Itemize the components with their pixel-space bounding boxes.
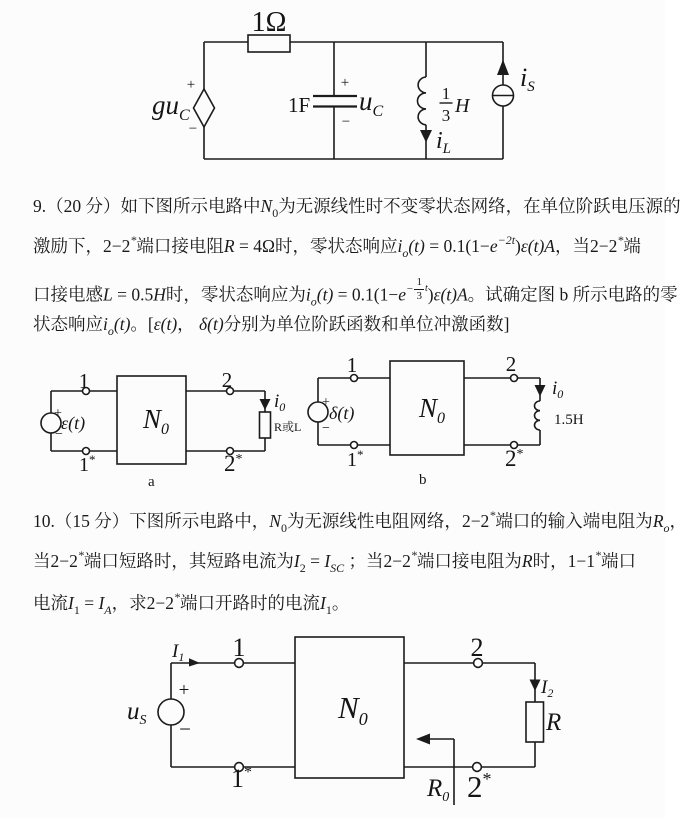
- text-segment: R: [521, 551, 533, 571]
- text-segment: *: [130, 233, 137, 247]
- text-segment: 2−2: [461, 511, 490, 531]
- n0-label: $N_0$: [338, 690, 368, 729]
- text-segment: 0: [272, 206, 279, 220]
- text-segment: 2−2: [146, 593, 174, 613]
- text-segment: o: [107, 324, 114, 338]
- source-minus-sign: −: [55, 427, 63, 442]
- is-current-label: iS: [520, 63, 535, 95]
- figure-tag: b: [419, 472, 427, 488]
- text-segment: I: [68, 593, 74, 613]
- terminal-1-label: 1: [78, 369, 90, 393]
- text-segment: N: [269, 511, 281, 531]
- i0-arrow-down-icon: [260, 399, 271, 410]
- text-segment: δ(t): [199, 314, 224, 334]
- text-segment: *: [410, 548, 417, 562]
- text-segment: ，: [669, 511, 687, 531]
- text-segment: =: [305, 551, 325, 571]
- source-label: ε(t): [61, 413, 86, 433]
- text-segment: −2t: [497, 233, 516, 247]
- text-segment: 端: [623, 236, 641, 256]
- text-segment: ；当: [344, 551, 384, 571]
- i1-label: $I_1$: [172, 641, 185, 664]
- text-segment: 电流: [33, 593, 68, 613]
- terminal-2-label: 2: [221, 368, 233, 392]
- text-segment: *: [595, 548, 601, 562]
- il-arrow-down-icon: [420, 130, 432, 143]
- text-segment: o: [402, 246, 409, 260]
- text-segment: (t): [316, 284, 334, 305]
- capacitor-value: 1F: [288, 93, 311, 117]
- text-segment: 2−2: [589, 236, 618, 256]
- text-segment: 2−2: [50, 551, 78, 571]
- text-segment: 。[: [130, 314, 154, 334]
- text-segment: =: [79, 593, 99, 613]
- text-segment: 2: [299, 561, 306, 575]
- n0-label: $N_0$: [143, 404, 170, 438]
- text-segment: 9.（20 分）如下图所示电路中: [33, 196, 261, 216]
- circuit-a: [41, 368, 301, 490]
- vccs-plus-sign: +: [186, 77, 196, 93]
- text-segment: 0: [280, 521, 287, 535]
- source-plus-sign: +: [322, 395, 330, 410]
- text-segment: 1: [73, 603, 80, 617]
- figure-a-b: [0, 352, 665, 503]
- inductor-coil: [534, 401, 540, 430]
- circuit-b: [308, 352, 584, 488]
- i2-arrow-down-icon: [530, 680, 541, 692]
- text-segment: A: [104, 603, 112, 617]
- text-segment: ε(t)A: [520, 236, 555, 256]
- load-resistor-body: [526, 702, 544, 742]
- text-segment: 。: [331, 593, 350, 613]
- text-segment: SC: [330, 561, 345, 575]
- text-segment: 1: [325, 603, 332, 617]
- load-label: R或L: [274, 420, 302, 434]
- text-segment: (t): [113, 314, 131, 334]
- text-segment: ): [515, 236, 521, 256]
- inductor-unit: H: [455, 95, 470, 117]
- text-segment: *: [174, 590, 180, 604]
- source-minus-sign: −: [179, 717, 191, 741]
- capacitor-plus-sign: +: [340, 75, 350, 91]
- text-segment: o: [310, 294, 317, 309]
- text-segment: ε(t): [153, 314, 178, 334]
- text-segment: o: [663, 521, 670, 535]
- terminal-2-star-label: 2*: [224, 451, 243, 476]
- text-segment: I: [320, 593, 326, 613]
- r0-label: $R_0$: [427, 775, 450, 805]
- vccs-minus-sign: −: [188, 121, 198, 137]
- text-segment: e: [398, 284, 407, 305]
- il-current-label: $i_L$: [436, 128, 452, 157]
- text-segment: 端口短路时，其短路电流为: [83, 551, 294, 571]
- terminal-1-star-label: 1*: [231, 764, 252, 793]
- inductor-frac-num: 1: [441, 84, 451, 103]
- text-segment: *: [77, 548, 84, 562]
- top-circuit-figure: [0, 0, 665, 192]
- text-segment: H: [153, 284, 166, 305]
- text-segment: 端口的输入端电阻为: [495, 511, 653, 531]
- bottom-circuit-figure: [0, 613, 665, 818]
- i2-label: $I_2$: [541, 677, 554, 700]
- text-segment: 口接电感: [33, 284, 103, 305]
- text-segment: i: [397, 236, 403, 256]
- terminal-1-star-label: 1*: [79, 452, 96, 476]
- text-segment: ): [427, 284, 434, 305]
- text-segment: ，当: [554, 236, 590, 256]
- capacitor-voltage-label: $u_C$: [359, 86, 384, 120]
- text-segment: 端口: [601, 551, 636, 571]
- text-segment: 状态响应: [33, 314, 103, 334]
- q9-line-1: [33, 196, 681, 221]
- terminal-2-star-label: 2*: [505, 446, 524, 471]
- text-segment: 2−2: [103, 236, 131, 256]
- text-segment: *: [489, 508, 496, 522]
- text-segment: − $\frac{1}{3}$ t: [406, 276, 428, 302]
- text-segment: I: [293, 551, 300, 571]
- r0-arrow-left-icon: [416, 734, 430, 745]
- load-resistor-body: [260, 412, 271, 438]
- terminal-2-star-label: 2*: [467, 769, 492, 804]
- terminal-1-label: 1: [346, 353, 358, 377]
- i0-label: $i_0$: [274, 391, 286, 414]
- text-segment: 分别为单位阶跃函数和单位冲激函数]: [223, 314, 510, 334]
- text-segment: 1−1: [567, 551, 595, 571]
- resistor-label: 1Ω: [251, 7, 287, 38]
- text-segment: (t): [408, 236, 425, 256]
- source-minus-sign: −: [322, 421, 330, 436]
- text-segment: 10.（15 分）下图所示电路中，: [33, 511, 270, 531]
- capacitor-plates: [313, 96, 357, 107]
- q10-line-1: [33, 508, 687, 536]
- source-plus-sign: +: [178, 680, 190, 701]
- text-segment: L: [103, 284, 113, 305]
- text-segment: i: [305, 284, 311, 305]
- q9-line-2: [33, 233, 641, 261]
- text-segment: *: [617, 233, 624, 247]
- terminal-2-label: 2: [505, 352, 517, 376]
- text-segment: ε(t)A: [433, 284, 468, 305]
- text-segment: 时，零状态响应为: [165, 284, 306, 305]
- source-label: δ(t): [329, 403, 355, 423]
- text-segment: 为无源线性时不变零状态网络，在单位阶跃电压源的: [278, 196, 681, 216]
- inductor-coil: [417, 77, 426, 125]
- text-segment: N: [260, 196, 273, 216]
- load-label: 1.5H: [554, 412, 584, 428]
- text-segment: 2−2: [383, 551, 411, 571]
- i0-arrow-down-icon: [535, 385, 546, 397]
- q9-line-4: [33, 314, 510, 339]
- figure-tag: a: [148, 474, 155, 490]
- terminal-1-label: 1: [232, 633, 246, 662]
- text-segment: I: [324, 551, 331, 571]
- vccs-label: $gu_C$: [152, 90, 190, 124]
- text-segment: 。试确定图 b 所示电路的零: [467, 284, 678, 305]
- text-segment: 端口接电阻: [136, 236, 224, 256]
- i1-arrow-right-icon: [189, 658, 200, 666]
- text-segment: i: [103, 314, 108, 334]
- text-segment: 端口接电阻为: [416, 551, 522, 571]
- text-segment: 时，零状态响应: [274, 236, 398, 256]
- q9-line-3: [33, 276, 678, 310]
- text-segment: ，求: [111, 593, 147, 613]
- terminal-1-star-label: 1*: [347, 447, 364, 471]
- text-segment: = 0.1(1−: [424, 236, 490, 256]
- text-segment: 时，: [532, 551, 568, 571]
- text-segment: 端口开路时的电流: [180, 593, 320, 613]
- r-load-label: R: [546, 709, 562, 736]
- capacitor-minus-sign: −: [341, 114, 351, 130]
- text-segment: = 4Ω: [234, 236, 275, 256]
- text-segment: 为无源线性电阻网络，: [286, 511, 462, 531]
- text-segment: R: [223, 236, 235, 256]
- i0-label: $i_0$: [552, 378, 564, 401]
- terminal-2-label: 2: [470, 633, 484, 662]
- text-segment: 当: [33, 551, 51, 571]
- text-segment: e: [489, 236, 498, 256]
- is-arrow-up-icon: [497, 60, 509, 76]
- text-segment: R: [652, 511, 664, 531]
- text-segment: 激励下，: [33, 236, 103, 256]
- us-source-label: $u_S$: [127, 698, 147, 728]
- text-segment: = 0.1(1−: [333, 284, 399, 305]
- inductor-frac-den: 3: [441, 106, 451, 125]
- text-segment: I: [98, 593, 105, 613]
- source-plus-sign: +: [54, 406, 62, 421]
- q10-line-2: [33, 548, 636, 576]
- n0-label: $N_0$: [419, 393, 446, 427]
- text-segment: = 0.5: [112, 284, 154, 305]
- text-segment: ，: [177, 314, 200, 334]
